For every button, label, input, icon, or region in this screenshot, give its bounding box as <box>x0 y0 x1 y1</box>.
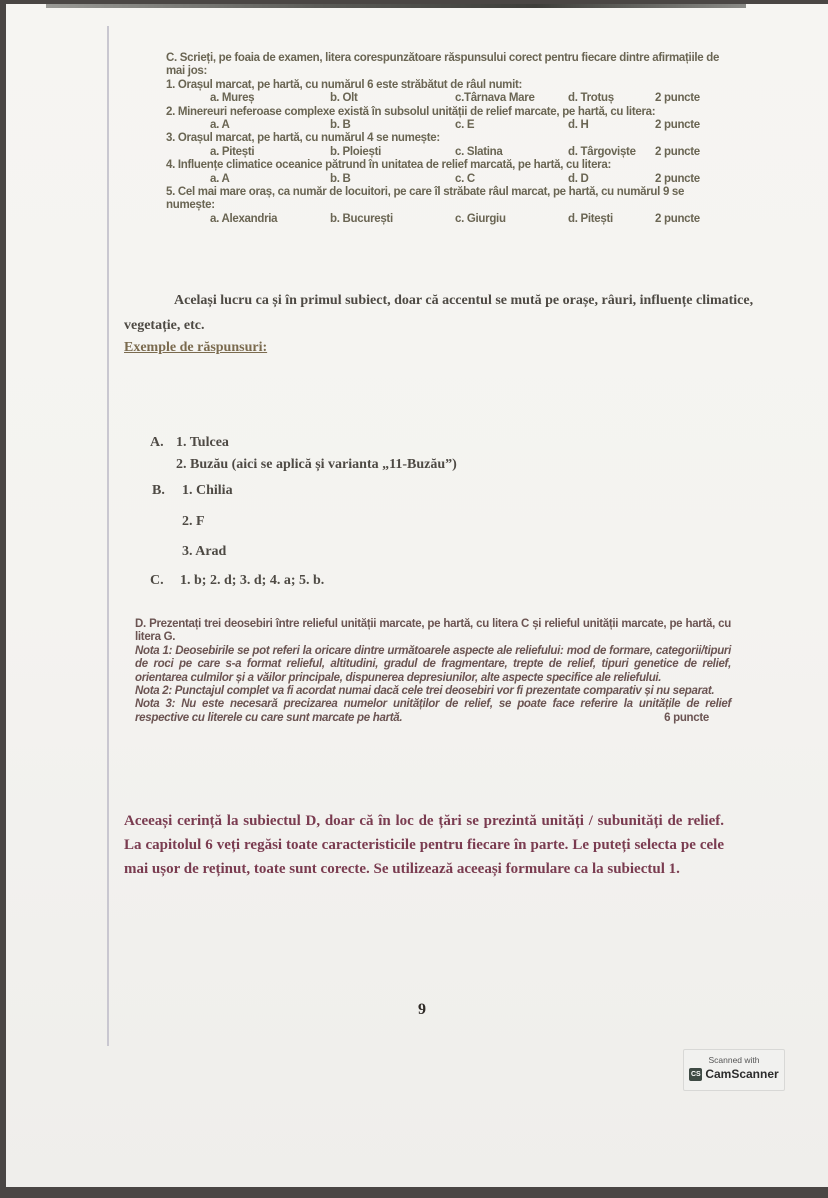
option-b: b. B <box>330 119 351 132</box>
exam-section-d <box>135 618 731 725</box>
camscanner-logo-icon: CS <box>689 1068 702 1081</box>
option-d: d. H <box>568 119 589 132</box>
option-c: c. E <box>455 119 475 132</box>
answer-b-line-2: 2. F <box>182 514 205 529</box>
answer-b-label: B. <box>152 483 165 498</box>
question-5: 5. Cel mai mare oraș, ca număr de locuitori, pe care îl străbate râul marcat, pe hartă, cu numărul 9 se numește: <box>166 186 685 212</box>
intro-paragraph <box>124 288 754 338</box>
answer-a-label: A. <box>150 435 164 450</box>
nota-3: Nota 3: Nu este necesară precizarea numelor unităților de relief, se poate face referire la unitățile de relief respective cu literele cu care sunt marcate pe hartă. <box>135 698 731 724</box>
question-4: 4. Influențe climatice oceanice pătrund în unitatea de relief marcată, pe hartă, cu litera: <box>166 159 611 172</box>
answer-b-line-1: 1. Chilia <box>182 483 233 498</box>
exam-section-c <box>166 52 732 226</box>
points: 2 puncte <box>655 212 700 225</box>
option-d: d. Târgoviște <box>568 145 636 158</box>
option-c: c.Târnava Mare <box>455 92 535 105</box>
points: 2 puncte <box>655 145 700 158</box>
option-a: a. Mureș <box>210 92 255 105</box>
question-1-options <box>166 92 732 105</box>
answer-a-line-2: 2. Buzău (aici se aplică și varianta „11-Buzău”) <box>176 457 457 472</box>
question-4-options <box>166 173 732 186</box>
option-d: d. D <box>568 172 589 185</box>
option-b: b. B <box>330 172 351 185</box>
question-5-options <box>166 213 732 226</box>
points: 2 puncte <box>655 172 700 185</box>
question-2: 2. Minereuri neferoase complexe există în subsolul unității de relief marcate, pe hartă, cu litera: <box>166 105 656 118</box>
section-d-heading: D. Prezentați trei deosebiri între relieful unității marcate, pe hartă, cu litera C și relieful unității marcate, pe hartă, cu litera G. <box>135 618 731 644</box>
section-c-heading: C. Scrieți, pe foaia de examen, litera corespunzătoare răspunsului corect pentru fiecare dintre afirmațiile de mai jos: <box>166 52 720 78</box>
intro-text: Același lucru ca și în primul subiect, doar că accentul se mută pe orașe, râuri, influențe climatice, vegetație, etc. <box>124 293 754 333</box>
points: 2 puncte <box>655 92 700 105</box>
option-c: c. C <box>455 172 475 185</box>
section-d-points: 6 puncte <box>664 711 709 724</box>
answer-b-line-3: 3. Arad <box>182 544 227 559</box>
nota-2: Nota 2: Punctajul complet va fi acordat numai dacă cele trei deosebiri vor fi prezentate comparativ și nu separat. <box>135 685 715 698</box>
answer-a-line-1: 1. Tulcea <box>176 435 229 450</box>
question-3-options <box>166 146 732 159</box>
answer-c-line-1: 1. b; 2. d; 3. d; 4. a; 5. b. <box>180 573 325 588</box>
option-b: b. București <box>330 212 393 225</box>
option-d: d. Trotuș <box>568 92 614 105</box>
answer-c-label: C. <box>150 573 164 588</box>
option-a: a. A <box>210 119 230 132</box>
option-c: c. Slatina <box>455 145 503 158</box>
question-3: 3. Orașul marcat, pe hartă, cu numărul 4 se numește: <box>166 132 440 145</box>
points: 2 puncte <box>655 119 700 132</box>
scan-edge-shadow <box>46 4 746 8</box>
binding-margin-line <box>107 26 109 1046</box>
camscanner-watermark <box>683 1049 785 1091</box>
watermark-caption: Scanned with <box>708 1055 760 1065</box>
option-b: b. Ploiești <box>330 145 382 158</box>
option-a: a. Alexandria <box>210 212 278 225</box>
option-a: a. A <box>210 172 230 185</box>
question-2-options <box>166 119 732 132</box>
question-1: 1. Orașul marcat, pe hartă, cu numărul 6 este străbătut de râul numit: <box>166 78 523 91</box>
nota-1: Nota 1: Deosebirile se pot referi la oricare dintre următoarele aspecte ale reliefului: mod de formare, categorii/tipuri de roci pe care s-a format relieful, altitudini, gradul de fragmentare, trepte de relief, tipuri genetice de relief, orientarea culmilor și a văilor principale, dispunerea depresiunilor, alte aspecte specifice ale reliefului. <box>135 644 731 684</box>
watermark-brand: CamScanner <box>705 1067 779 1081</box>
option-b: b. Olt <box>330 92 358 105</box>
examples-title: Exemple de răspunsuri: <box>124 340 268 355</box>
option-d: d. Pitești <box>568 212 613 225</box>
page-number: 9 <box>418 1001 426 1018</box>
option-a: a. Pitești <box>210 145 255 158</box>
option-c: c. Giurgiu <box>455 212 506 225</box>
final-note: Aceeași cerință la subiectul D, doar că în loc de țări se prezintă unități / subunități de relief. La capitolul 6 veți regăsi toate caracteristicile pentru fiecare în parte. Le puteți selecta pe cele mai ușor de reținut, toate sunt corecte. Se utilizează aceeași formulare ca la subiectul 1. <box>124 813 724 877</box>
